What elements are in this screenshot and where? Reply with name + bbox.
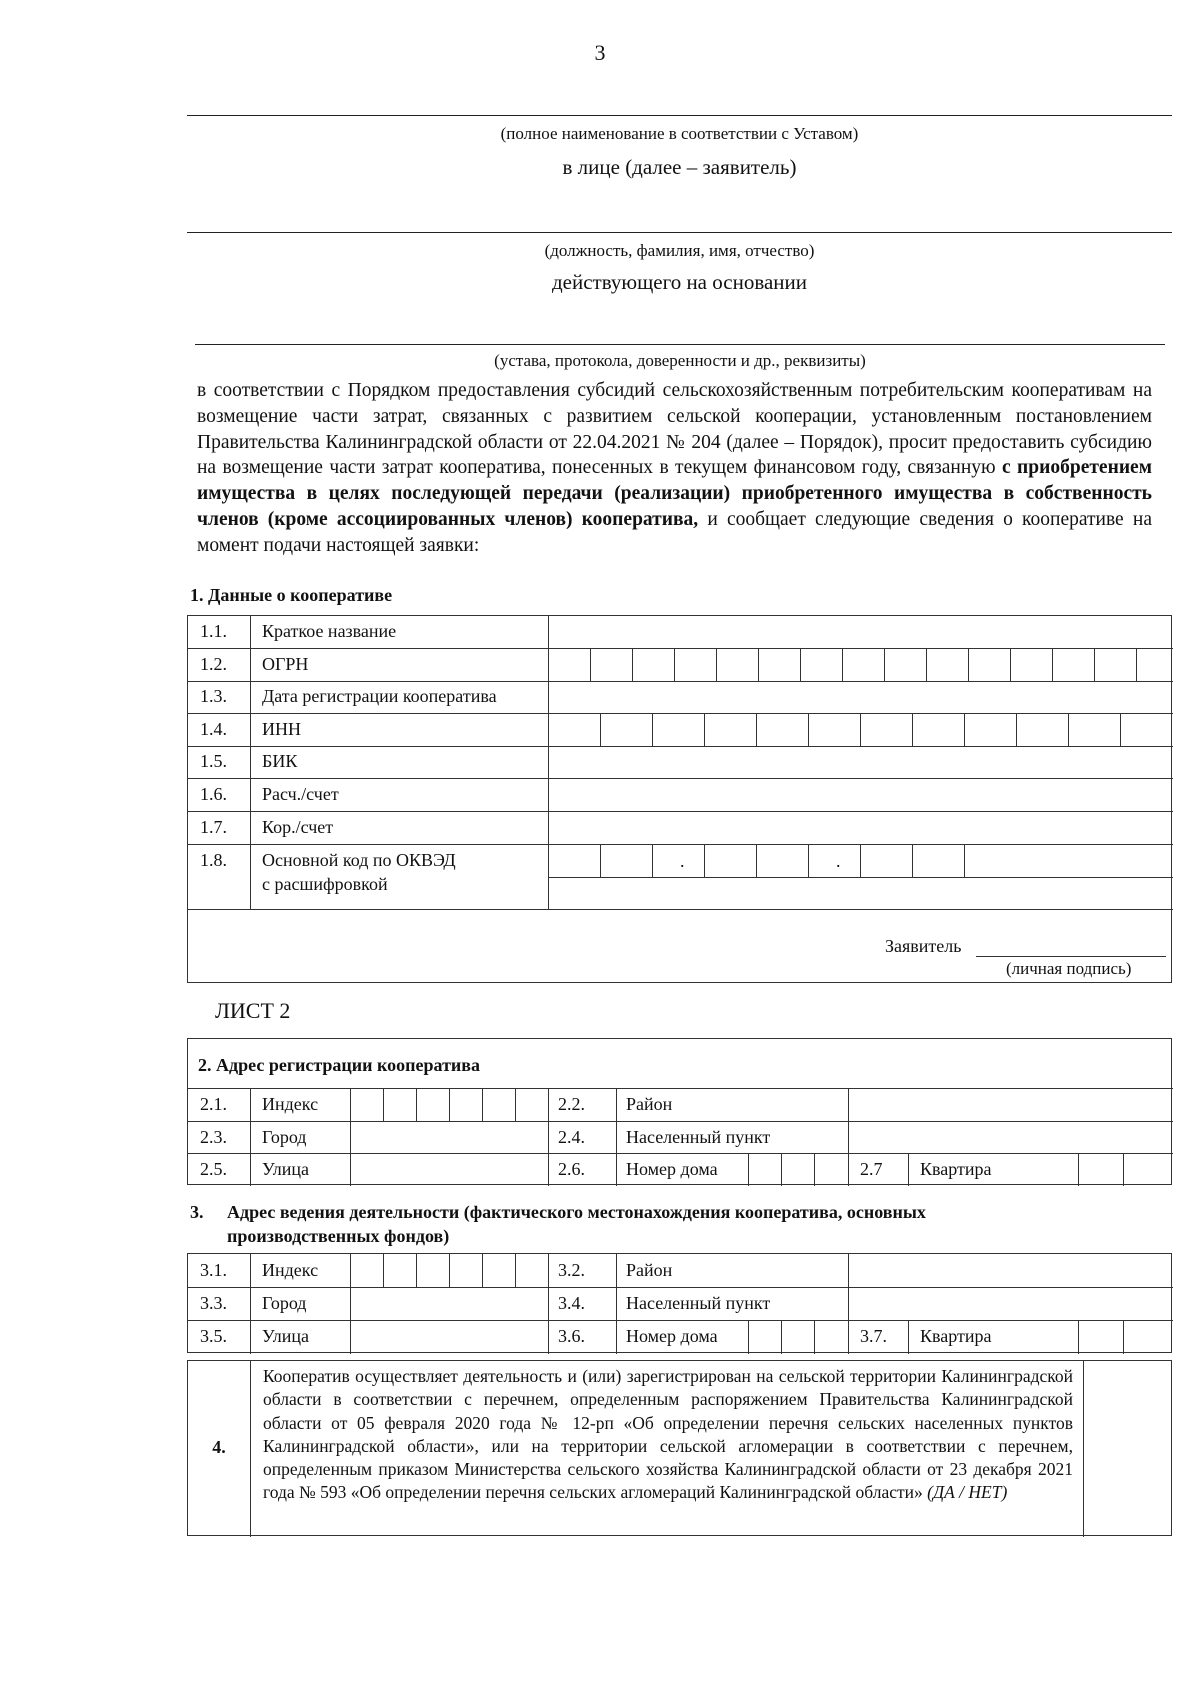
section4-table — [187, 1360, 1172, 1536]
row-1-2-label: ОГРН — [262, 654, 309, 674]
section4-answer: (ДА / НЕТ) — [927, 1482, 1008, 1503]
sheet-2-title: ЛИСТ 2 — [215, 998, 291, 1023]
row-1-1-num: 1.1. — [200, 621, 227, 641]
row-3-4-label: Населенный пункт — [626, 1293, 771, 1313]
row-2-5-num: 2.5. — [200, 1159, 227, 1179]
row-1-8-label2: с расшифровкой — [262, 874, 388, 894]
intro-part2: и сообщает следующие сведения о кооперативе на момент подачи настоящей заявки: — [197, 508, 1152, 556]
row-1-2-num: 1.2. — [200, 654, 227, 674]
row-3-3-label: Город — [262, 1293, 307, 1313]
row-1-4-num: 1.4. — [200, 719, 227, 739]
section3-title-line1: Адрес ведения деятельности (фактического местонахождения кооператива, основных — [227, 1202, 926, 1222]
row-2-2-num: 2.2. — [558, 1094, 585, 1114]
section1-table — [187, 615, 1172, 983]
row-2-3-label: Город — [262, 1127, 307, 1147]
row-2-6-label: Номер дома — [626, 1159, 718, 1179]
row-2-1-num: 2.1. — [200, 1094, 227, 1114]
section4-text — [263, 1365, 1073, 1505]
row-2-4-label: Населенный пункт — [626, 1127, 771, 1147]
row-3-2-label: Район — [626, 1260, 673, 1280]
row-2-5-label: Улица — [262, 1159, 309, 1179]
section2-table — [187, 1038, 1172, 1185]
row-1-3-label: Дата регистрации кооператива — [262, 686, 497, 706]
intro-paragraph — [197, 378, 1152, 559]
section3-num: 3. — [190, 1202, 204, 1222]
row-3-4-num: 3.4. — [558, 1293, 585, 1313]
row-3-6-num: 3.6. — [558, 1326, 585, 1346]
row-2-2-label: Район — [626, 1094, 673, 1114]
row-1-6-num: 1.6. — [200, 784, 227, 804]
row-1-6-label: Расч./счет — [262, 784, 339, 804]
position-line — [187, 232, 1172, 233]
intro-part1: в соответствии с Порядком предоставления субсидий сельскохозяйственным потребительским кооперативам на возмещение части затрат, связанных с развитием сельской кооперации, установленным постановлением Правительства Калининградской области от 22.04.2021 № 204 (далее – Порядок), просит предоставить субсидию на возмещение части затрат кооператива, понесенных в текущем финансовом году, связанную — [197, 380, 1152, 479]
name-line — [187, 115, 1172, 116]
section3-table — [187, 1253, 1172, 1353]
row-3-5-num: 3.5. — [200, 1326, 227, 1346]
row-3-7-num: 3.7. — [860, 1326, 887, 1346]
applicant-label: Заявитель — [885, 936, 962, 956]
row-2-6-num: 2.6. — [558, 1159, 585, 1179]
row-1-8-num: 1.8. — [200, 850, 227, 870]
row-2-3-num: 2.3. — [200, 1127, 227, 1147]
intro-bold: с приобретением имущества в целях последующей передачи (реализации) приобретенного имущества в собственность членов (кроме ассоциированных членов) кооператива, — [197, 457, 1152, 530]
row-1-7-num: 1.7. — [200, 817, 227, 837]
row-3-6-label: Номер дома — [626, 1326, 718, 1346]
row-1-5-label: БИК — [262, 751, 298, 771]
signature-caption: (личная подпись) — [1006, 959, 1132, 978]
row-1-8-label: Основной код по ОКВЭД — [262, 850, 456, 870]
row-3-3-num: 3.3. — [200, 1293, 227, 1313]
in-person-text: в лице (далее – заявитель) — [562, 155, 797, 179]
row-2-7-num: 2.7 — [860, 1159, 883, 1179]
row-2-7-label: Квартира — [920, 1159, 992, 1179]
row-1-5-num: 1.5. — [200, 751, 227, 771]
okved-dot-1: . — [680, 851, 685, 871]
section4-num: 4. — [212, 1437, 226, 1457]
row-3-2-num: 3.2. — [558, 1260, 585, 1280]
row-1-1-label: Краткое название — [262, 621, 397, 641]
section1-title: 1. Данные о кооперативе — [190, 585, 393, 605]
section2-title: 2. Адрес регистрации кооператива — [198, 1055, 481, 1075]
row-2-4-num: 2.4. — [558, 1127, 585, 1147]
basis-line — [195, 344, 1165, 345]
row-2-1-label: Индекс — [262, 1094, 319, 1114]
signature-line — [976, 956, 1166, 957]
row-3-1-num: 3.1. — [200, 1260, 227, 1280]
section4-statement: Кооператив осуществляет деятельность и (или) зарегистрирован на сельской территории Калининградской области в соответствии с перечнем, определенным распоряжением Правительства Калининградской области от 05 февраля 2020 года № 12-рп «Об определении перечня сельских населенных пунктов Калининградской области», или на территории сельской агломерации в соответствии с перечнем, определенным приказом Министерства сельского хозяйства Калининградской области от 23 декабря 2021 года № 593 «Об определении перечня сельских агломераций Калининградской области» — [263, 1366, 1073, 1503]
caption-position: (должность, фамилия, имя, отчество) — [544, 241, 815, 260]
row-1-7-label: Кор./счет — [262, 817, 334, 837]
acting-basis-text: действующего на основании — [551, 270, 808, 294]
okved-dot-2: . — [836, 851, 841, 871]
row-1-4-label: ИНН — [262, 719, 301, 739]
row-3-5-label: Улица — [262, 1326, 309, 1346]
caption-basis: (устава, протокола, доверенности и др., реквизиты) — [494, 351, 866, 370]
row-3-1-label: Индекс — [262, 1260, 319, 1280]
page-number: 3 — [594, 40, 606, 65]
caption-name: (полное наименование в соответствии с Уставом) — [500, 124, 859, 143]
section3-title-line2: производственных фондов) — [227, 1226, 450, 1246]
row-1-3-num: 1.3. — [200, 686, 227, 706]
row-3-7-label: Квартира — [920, 1326, 992, 1346]
